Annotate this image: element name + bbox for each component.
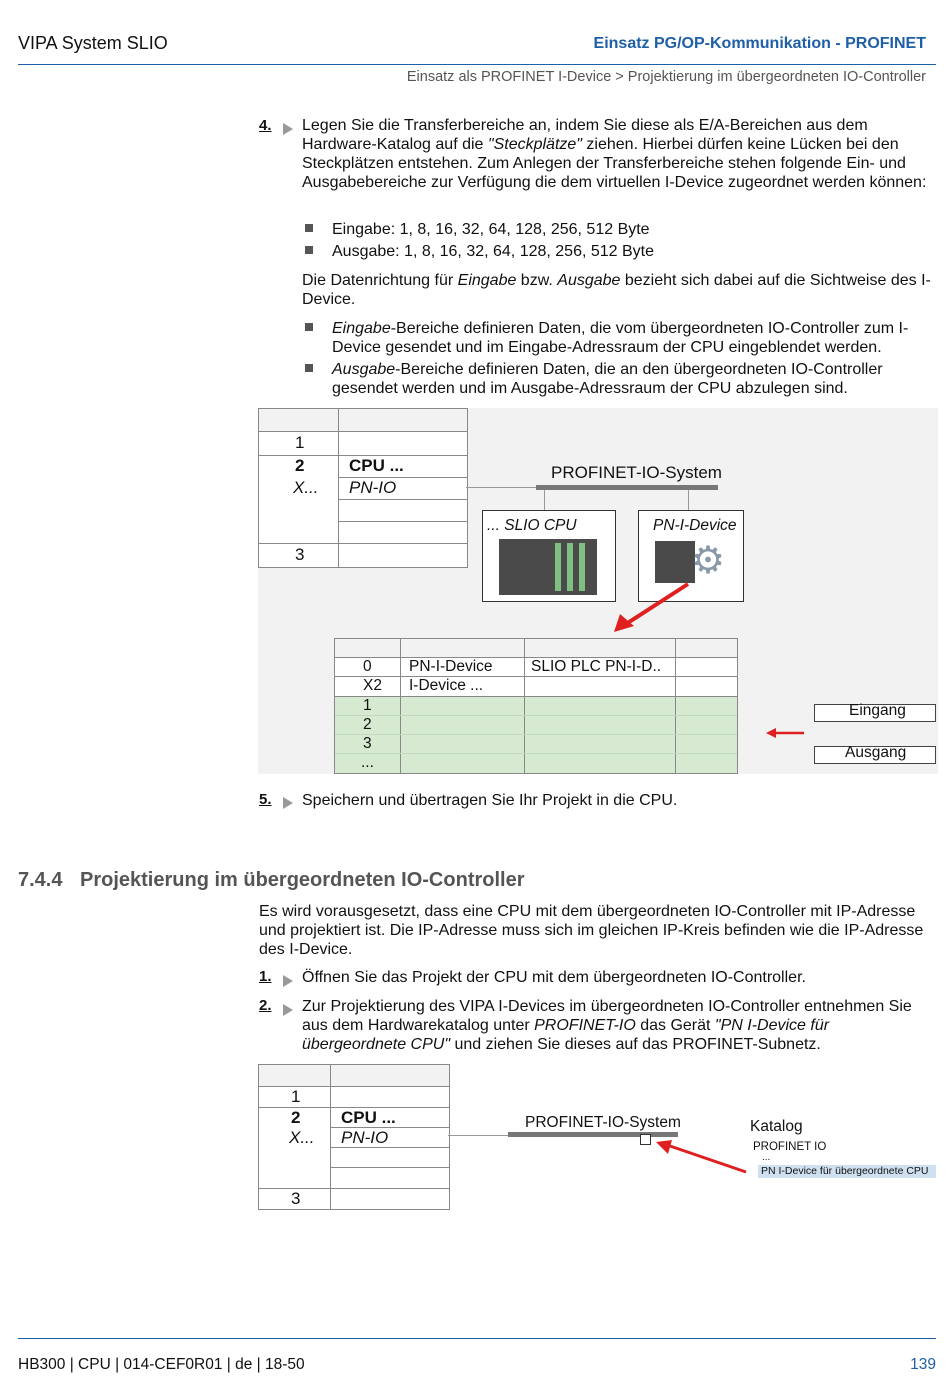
bullet-icon — [305, 224, 313, 232]
idevice-table — [334, 638, 738, 774]
section-number: 7.4.4 — [18, 869, 63, 891]
bullet-eingabe-text: -Bereiche definieren Daten, die vom übergeordneten IO-Controller zum I-Device gesendet und im Eingabe-Adressraum der CPU eingeblendet werden. — [332, 320, 909, 356]
bullet-eingabe-italic: Eingabe — [332, 320, 391, 337]
gear-icon: ⚙ — [691, 540, 726, 582]
step-2-device-name: "PN I-Device für übergeordnete CPU" — [302, 1017, 830, 1053]
red-drag-arrow-icon — [654, 1140, 750, 1176]
figure-idevice-configuration — [258, 408, 938, 774]
catalog-item-ausgang[interactable] — [814, 746, 936, 764]
idevice-interface-name: I-Device ... — [409, 677, 484, 694]
idevice-module-name: PN-I-Device — [409, 658, 493, 675]
rack-slot-2: 2 — [295, 456, 305, 475]
rack-slot-x: X... — [293, 478, 319, 497]
slio-module-led — [555, 543, 561, 591]
rack-slot-3: 3 — [295, 545, 305, 564]
catalog-item-eingang[interactable] — [814, 704, 936, 722]
idevice-cpu-image — [655, 541, 695, 583]
profinet-system-label: PROFINET-IO-System — [525, 1114, 681, 1131]
direction-text-c: bezieht sich dabei auf die Sichtweise des I-Device. — [302, 272, 931, 308]
bullet-ausgabe-text: -Bereiche definieren Daten, die an den übergeordneten IO-Controller gesendet werden und im Ausgabe-Adressraum der CPU abzulegen sind. — [332, 361, 883, 397]
idevice-row-divider — [335, 753, 737, 754]
rack-table — [258, 408, 468, 568]
section-title: Projektierung im übergeordneten IO-Controller — [80, 869, 525, 891]
step-4-text-italic: "Steckplätze" — [487, 136, 582, 153]
bullet-icon — [305, 364, 313, 372]
bullet-ausgabe-bereiche — [332, 360, 934, 398]
direction-paragraph — [302, 271, 934, 309]
rack-row-divider — [338, 521, 467, 522]
step-arrow-icon — [283, 975, 293, 987]
section-intro: Es wird vorausgesetzt, dass eine CPU mit dem übergeordneten IO-Controller mit IP-Adresse und projektiert ist. Die IP-Adresse muss sich im gleichen IP-Kreis befinden wie die IP-Adresse des I-Device. — [259, 903, 924, 958]
rack-connection-line — [448, 1135, 508, 1136]
profinet-bus — [536, 485, 718, 490]
slio-cpu-label: ... SLIO CPU — [487, 517, 577, 534]
rack-connection-line — [466, 487, 536, 488]
direction-eingabe: Eingabe — [457, 272, 517, 289]
idevice-row-divider — [335, 734, 737, 735]
step-arrow-icon — [283, 797, 293, 809]
idevice-module-type: SLIO PLC PN-I-D.. — [531, 658, 662, 675]
rack-slot-x: X... — [289, 1128, 315, 1147]
bullet-eingabe-bereiche — [332, 319, 934, 357]
section-heading — [18, 869, 525, 892]
step-2-profinet-io: PROFINET-IO — [534, 1017, 636, 1034]
slio-cpu-box — [482, 510, 616, 602]
idevice-slot-0: 0 — [363, 658, 372, 675]
ausgang-label: Ausgang — [845, 744, 907, 761]
bullet-eingabe: Eingabe: 1, 8, 16, 32, 64, 128, 256, 512 Byte — [332, 221, 650, 238]
rack-row-divider — [259, 1188, 449, 1189]
idevice-row-divider — [335, 676, 737, 677]
eingang-label: Eingang — [849, 702, 906, 719]
slio-cpu-image — [499, 539, 597, 595]
rack-row-divider — [259, 543, 467, 544]
idevice-slot-x2: X2 — [363, 677, 382, 694]
rack-slot-1: 1 — [291, 1087, 301, 1106]
step-1-text: Öffnen Sie das Projekt der CPU mit dem übergeordneten IO-Controller. — [302, 969, 806, 986]
rack-slot-1: 1 — [295, 433, 305, 452]
rack-cpu-label: CPU ... — [341, 1108, 396, 1127]
rack-table-header — [259, 409, 467, 432]
step-arrow-icon — [283, 1004, 293, 1016]
rack-table-header — [259, 1065, 449, 1087]
profinet-bus — [508, 1132, 678, 1137]
direction-ausgabe: Ausgabe — [557, 272, 621, 289]
chapter-title: Einsatz PG/OP-Kommunikation - PROFINET — [593, 35, 926, 52]
idevice-slot-1: 1 — [363, 697, 372, 714]
footer-divider — [18, 1338, 936, 1339]
step-2-text-b: das Gerät — [635, 1017, 715, 1034]
idevice-table-header — [335, 639, 737, 658]
footer-doc-id: HB300 | CPU | 014-CEF0R01 | de | 18-50 — [18, 1356, 305, 1373]
bullet-icon — [305, 246, 313, 254]
idevice-slot-2: 2 — [363, 716, 372, 733]
katalog-title: Katalog — [750, 1118, 803, 1135]
manual-title: VIPA System SLIO — [18, 33, 168, 53]
step-5-text: Speichern und übertragen Sie Ihr Projekt in die CPU. — [302, 792, 678, 809]
bus-drop-line — [688, 490, 689, 510]
rack-pnio-label: PN-IO — [349, 478, 397, 497]
step-2-text-a: Zur Projektierung des VIPA I-Devices im übergeordneten IO-Controller entnehmen Sie aus dem Hardwarekatalog unter — [302, 998, 912, 1034]
slio-module-led — [579, 543, 585, 591]
step-2-text — [302, 997, 932, 1054]
step-arrow-icon — [283, 123, 293, 135]
rack-slot-3: 3 — [291, 1189, 301, 1208]
bullet-ausgabe: Ausgabe: 1, 8, 16, 32, 64, 128, 256, 512 Byte — [332, 243, 655, 260]
step-4-text — [302, 116, 934, 192]
idevice-row-divider — [335, 696, 737, 697]
step-2-text-c: und ziehen Sie dieses auf das PROFINET-Subnetz. — [450, 1036, 821, 1053]
red-small-arrow-icon — [764, 726, 806, 740]
slio-module-led — [567, 543, 573, 591]
figure-controller-configuration — [258, 1064, 938, 1210]
profinet-system-label: PROFINET-IO-System — [551, 463, 722, 482]
step-1-number: 1. — [259, 968, 272, 985]
bullet-icon — [305, 323, 313, 331]
step-4-text-a: Legen Sie die Transferbereiche an, indem Sie diese als E/A-Bereichen aus dem Hardware-Katalog auf die — [302, 117, 868, 153]
rack-pnio-label: PN-IO — [341, 1128, 389, 1147]
step-2-number: 2. — [259, 997, 272, 1014]
catalog-profinet-io[interactable]: PROFINET IO — [753, 1141, 827, 1153]
idevice-slot-3: 3 — [363, 735, 372, 752]
rack-cpu-label: CPU ... — [349, 456, 404, 475]
rack-row-divider — [330, 1167, 449, 1168]
pn-idevice-label: PN-I-Device — [653, 517, 737, 534]
catalog-ellipsis: ... — [762, 1152, 771, 1163]
rack-slot-2: 2 — [291, 1108, 301, 1127]
page-number: 139 — [910, 1356, 936, 1373]
step-4-text-b: ziehen. Hierbei dürfen keine Lücken bei den Steckplätzen entstehen. Zum Anlegen der Transferbereiche stehen folgende Ein- und Ausgabebereiche zur Verfügung die dem virtuellen I-Device zugeordnet werden können: — [302, 136, 927, 191]
direction-text-a: Die Datenrichtung für — [302, 272, 458, 289]
direction-text-b: bzw. — [516, 272, 558, 289]
catalog-item-pn-idevice[interactable] — [758, 1165, 936, 1178]
idevice-row-divider — [335, 715, 737, 716]
breadcrumb: Einsatz als PROFINET I-Device > Projektierung im übergeordneten IO-Controller — [406, 69, 926, 85]
header-divider — [18, 64, 936, 65]
drop-target-square[interactable] — [640, 1134, 651, 1145]
step-4-number: 4. — [259, 117, 272, 134]
bus-drop-line — [544, 490, 545, 510]
rack-table — [258, 1064, 450, 1210]
red-drag-arrow-icon — [608, 578, 698, 638]
rack-row-divider — [338, 499, 467, 500]
bullet-ausgabe-italic: Ausgabe — [332, 361, 396, 378]
idevice-slot-more: ... — [361, 754, 374, 771]
step-5-number: 5. — [259, 791, 272, 808]
catalog-item-label: PN I-Device für übergeordnete CPU — [761, 1165, 929, 1177]
